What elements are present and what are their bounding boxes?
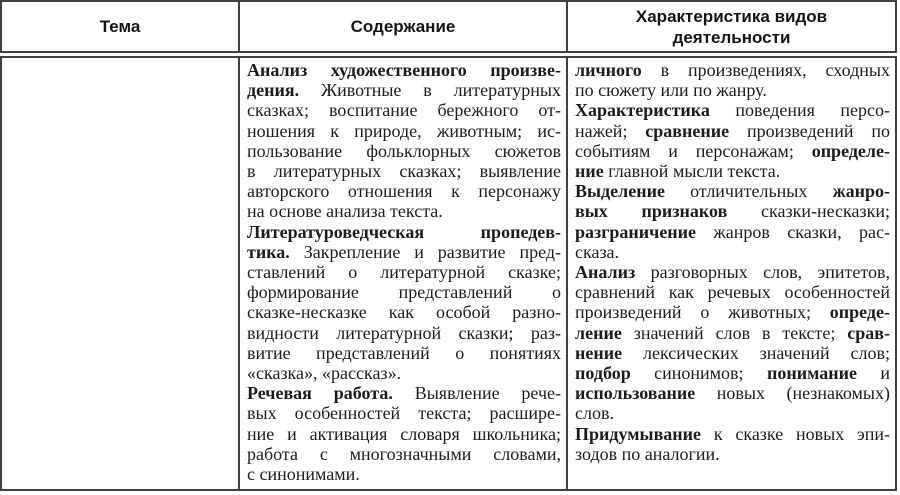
header-cell-soderzhanie (240, 2, 568, 51)
header-label-tema: Тема (99, 17, 141, 36)
table-body-row (0, 56, 897, 491)
table-header-row (0, 0, 897, 53)
header-label-soderzhanie: Содержание (350, 17, 456, 36)
header-cell-tema (2, 2, 240, 51)
body-cell-kharakteristika: личного в произведениях, сходных по сюжету или по жанру. Характеристика поведения персо- нажей; сравнение произведений по событиям и персонажам; определе- ние главной мысли текста. Выделение отличительных жанро- вых признаков сказки-несказки; разграничение жанров сказки, рас- сказа. Анализ разговорных слов, эпитетов, сравнений как речевых особенностей произведений о животных; опреде- ление значений слов в тексте; срав- нение лексических значений слов; подбор синонимов; понимание и использование новых (незнакомых) слов. Придумывание к сказке новых эпи- зодов по аналогии. (575, 60, 890, 464)
body-cell-soderzhanie: Анализ художественного произве- дения. Животные в литературных сказках; воспитание бережного от- ношения к природе, животным; ис- пользование фольклорных сюжетов в литературных сказках; выявление авторского отношения к персонажу на основе анализа текста. Литературоведческая пропедев- тика. Закрепление и развитие пред- ставлений о литературной сказке; формирование представлений о сказке-несказке как особой разно- видности литературной сказки; раз- витие представлений о понятиях «сказка», «рассказ». Речевая работа. Выявление рече- вых особенностей текста; расшире- ние и активация словаря школьника; работа с многозначными словами, с синонимами. (240, 58, 568, 489)
body-cell-tema (2, 58, 240, 489)
header-cell-kharakteristika: Характеристика видов деятельности (635, 6, 828, 47)
